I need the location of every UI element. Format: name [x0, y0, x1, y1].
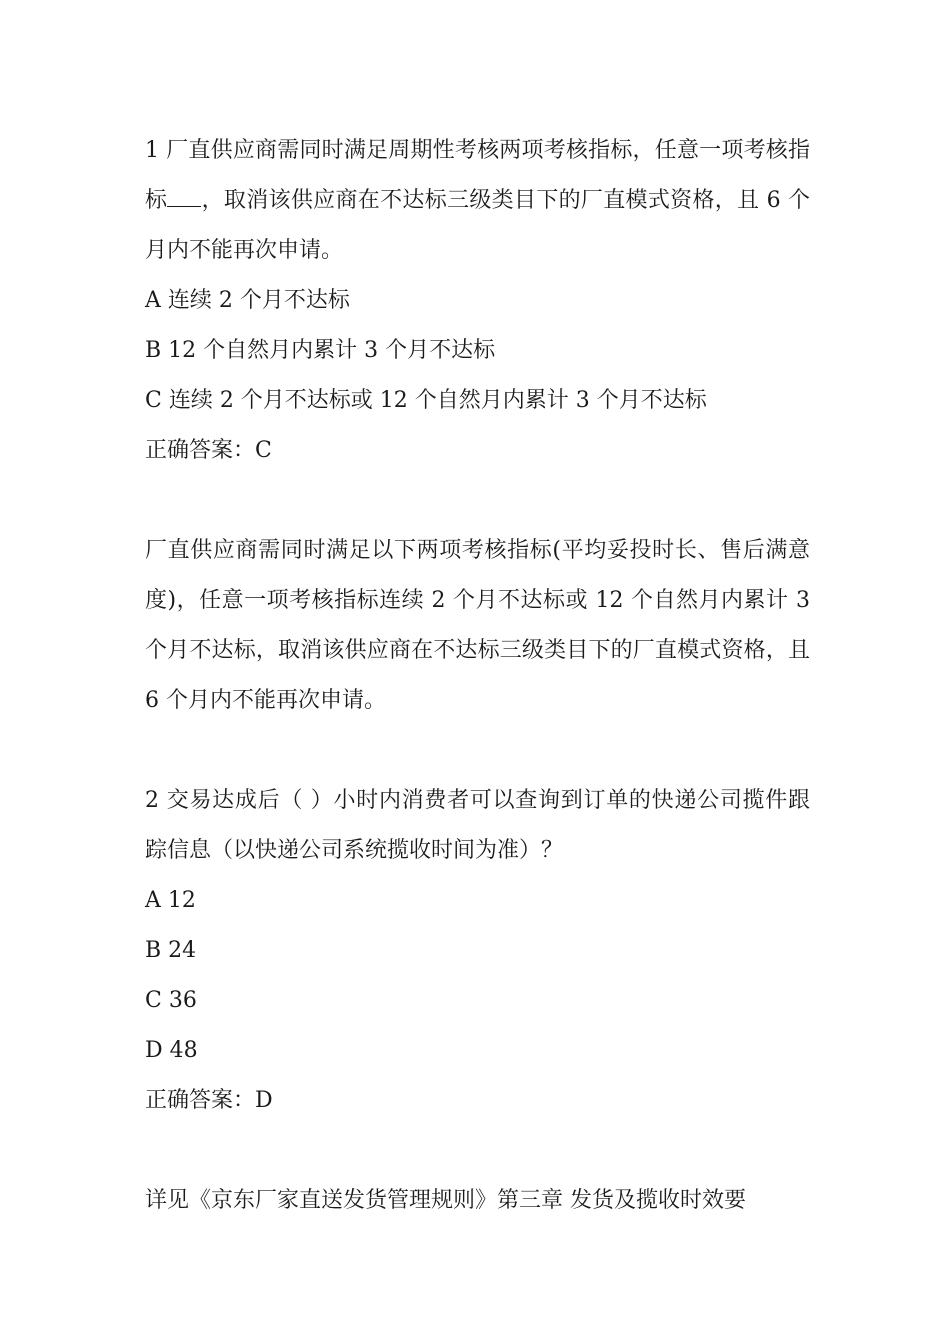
question-1-answer: 正确答案：C [145, 438, 272, 463]
paragraph-spacer [145, 476, 810, 526]
paragraph-spacer [145, 1126, 810, 1176]
question-2-stem: 2 交易达成后（ ）小时内消费者可以查询到订单的快递公司揽件跟踪信息（以快递公司系统揽收时间为准）？ [145, 788, 810, 863]
document-content [145, 126, 810, 1226]
question-1-stem [145, 126, 810, 276]
question-1-explanation: 厂直供应商需同时满足以下两项考核指标(平均妥投时长、售后满意度)，任意一项考核指标连续 2 个月不达标或 12 个自然月内累计 3 个月不达标，取消该供应商在不达标三级类目下的厂直模式资格，且 6 个月内不能再次申请。 [145, 538, 810, 713]
question-1-stem-part1: 1 厂直供应商需同时满足周期性考核两项考核指标，任意一项考核指标 [145, 138, 810, 213]
question-1-option-b: B 12 个自然月内累计 3 个月不达标 [145, 338, 496, 363]
question-1-option-a: A 连续 2 个月不达标 [145, 288, 350, 313]
question-2-option-d: D 48 [145, 1038, 198, 1063]
question-2-answer: 正确答案：D [145, 1088, 273, 1113]
fill-in-blank [167, 188, 201, 207]
question-2-explanation: 详见《京东厂家直送发货管理规则》第三章 发货及揽收时效要 [145, 1188, 746, 1213]
question-1-stem-part2: ，取消该供应商在不达标三级类目下的厂直模式资格，且 6 个月内不能再次申请。 [145, 188, 810, 263]
question-2-option-c: C 36 [145, 988, 197, 1013]
question-1-option-c: C 连续 2 个月不达标或 12 个自然月内累计 3 个月不达标 [145, 388, 707, 413]
paragraph-spacer [145, 726, 810, 776]
question-2-option-b: B 24 [145, 938, 197, 963]
question-2-option-a: A 12 [145, 888, 196, 913]
